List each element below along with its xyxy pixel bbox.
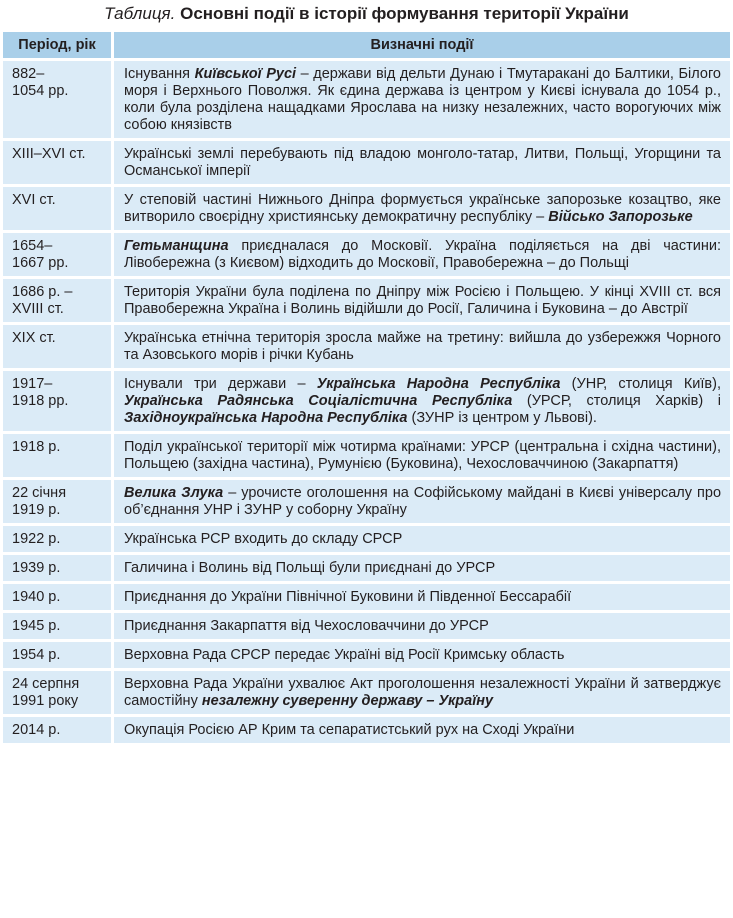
period-cell: [3, 434, 114, 477]
event-cell: [114, 141, 730, 184]
table-row: [3, 671, 730, 714]
period-cell: [3, 325, 114, 368]
table-header-row: [3, 32, 730, 58]
event-text: Окупація Росією АР Крим та сепаратистський рух на Сході України: [124, 722, 575, 738]
period-line: 2014 р.: [12, 722, 61, 738]
table-row: [3, 233, 730, 276]
period-cell: [3, 717, 114, 743]
period-line: 882–: [12, 66, 45, 82]
period-cell: [3, 613, 114, 639]
period-cell: [3, 642, 114, 668]
period-cell: [3, 526, 114, 552]
period-cell: [3, 584, 114, 610]
event-cell: [114, 480, 730, 523]
event-text: У степовій частині Нижнього Дніпра формується українське запорозьке козацтво, яке витворило своєрідну християнську демократичну республіку –: [124, 192, 721, 225]
table-row: [3, 371, 730, 431]
event-cell: [114, 434, 730, 477]
event-text: Приєднання до України Північної Буковини й Південної Бессарабії: [124, 589, 572, 605]
event-cell: [114, 642, 730, 668]
event-text: – держави від дельти Дунаю і Тмутаракані до Балтики, Білого моря і Верхнього Поволжя. Як єдина держава із центром у Києві існувала до 1054 р., коли була розділена нащадками Ярослава на низку незалежних, часто ворогуючих між собою князівств: [124, 66, 721, 133]
table-row: [3, 642, 730, 668]
event-cell: [114, 279, 730, 322]
event-cell: [114, 371, 730, 431]
period-line: XVI ст.: [12, 192, 56, 208]
event-highlight: Велика Злука: [124, 485, 224, 501]
period-line: 1917–: [12, 376, 53, 392]
event-cell: [114, 187, 730, 230]
table-row: [3, 584, 730, 610]
event-text: (ЗУНР із центром у Львові).: [407, 410, 597, 426]
column-header-events: Визначні події: [114, 32, 730, 58]
event-text: Поділ української території між чотирма країнами: УРСР (центральна і східна частини), Польщею (західна частина), Румунією (Буковина), Чехословаччиною (Закарпаття): [124, 439, 721, 472]
table-row: [3, 279, 730, 322]
event-cell: [114, 233, 730, 276]
period-cell: [3, 555, 114, 581]
table-row: [3, 526, 730, 552]
history-table: [3, 29, 730, 746]
period-line: 1919 р.: [12, 502, 61, 518]
event-highlight: незалежну суверенну державу – Україну: [201, 693, 494, 709]
table-row: [3, 187, 730, 230]
event-cell: [114, 613, 730, 639]
period-cell: [3, 141, 114, 184]
event-highlight: Українська Радянська Соціалістична Республіка: [124, 393, 513, 409]
period-line: XVIII ст.: [12, 301, 64, 317]
period-line: 1940 р.: [12, 589, 61, 605]
event-text: (УНР, столиця Київ),: [560, 376, 721, 392]
table-row: [3, 434, 730, 477]
event-text: Українська етнічна територія зросла майже на третину: вийшла до узбережжя Чорного та Азовського морів і річки Кубань: [124, 330, 721, 363]
table-row: [3, 480, 730, 523]
table-row: [3, 141, 730, 184]
event-cell: [114, 61, 730, 138]
event-text: Існували три держави –: [124, 376, 317, 392]
column-header-period: Період, рік: [3, 32, 114, 58]
event-cell: [114, 526, 730, 552]
caption-lead: Таблиця.: [104, 4, 176, 23]
period-line: 1922 р.: [12, 531, 61, 547]
table-row: [3, 613, 730, 639]
event-text: Територія України була поділена по Дніпру між Росією і Польщею. У кінці XVIII ст. вся Правобережна Україна і Волинь відійшли до Росії, Галичина і Буковина – до Австрії: [124, 284, 721, 317]
event-cell: [114, 717, 730, 743]
period-line: XIX ст.: [12, 330, 56, 346]
table-caption: [0, 4, 733, 32]
period-cell: [3, 233, 114, 276]
event-highlight: Київської Русі: [194, 66, 297, 82]
period-line: 1654–: [12, 238, 53, 254]
event-text: приєдналася до Московії. Україна поділяється на дві частини: Лівобережна (з Києвом) відходить до Московії, Правобережна – до Польщі: [124, 238, 721, 271]
table-row: [3, 325, 730, 368]
period-line: 1667 рр.: [12, 255, 69, 271]
event-text: Верховна Рада України ухвалює Акт проголошення незалежності України й затверджує самостійну: [124, 676, 721, 709]
period-line: 1991 року: [12, 693, 79, 709]
event-text: Українські землі перебувають під владою монголо-татар, Литви, Польщі, Угорщини та Османської імперії: [124, 146, 721, 179]
event-highlight: Українська Народна Республіка: [316, 376, 561, 392]
period-cell: [3, 279, 114, 322]
period-line: 1945 р.: [12, 618, 61, 634]
event-cell: [114, 555, 730, 581]
event-cell: [114, 584, 730, 610]
period-line: 22 січня: [12, 485, 67, 501]
event-highlight: Гетьманщина: [124, 238, 229, 254]
period-line: 1954 р.: [12, 647, 61, 663]
period-cell: [3, 671, 114, 714]
period-cell: [3, 371, 114, 431]
period-line: 1918 р.: [12, 439, 61, 455]
period-cell: [3, 480, 114, 523]
event-text: Верховна Рада СРСР передає Україні від Росії Кримську область: [124, 647, 565, 663]
event-cell: [114, 325, 730, 368]
event-text: Існування: [124, 66, 195, 82]
period-line: 24 серпня: [12, 676, 80, 692]
period-line: XIII–XVI ст.: [12, 146, 86, 162]
period-cell: [3, 61, 114, 138]
period-cell: [3, 187, 114, 230]
caption-title: Основні події в історії формування території України: [180, 4, 629, 23]
event-text: Приєднання Закарпаття від Чехословаччини до УРСР: [124, 618, 489, 634]
period-line: 1939 р.: [12, 560, 61, 576]
table-row: [3, 555, 730, 581]
event-text: Галичина і Волинь від Польщі були приєднані до УРСР: [124, 560, 496, 576]
event-highlight: Військо Запорозьке: [548, 209, 693, 225]
table-body: [3, 61, 730, 743]
period-line: 1918 рр.: [12, 393, 69, 409]
period-line: 1686 р. –: [12, 284, 73, 300]
event-text: – урочисте оголошення на Софійському майдані в Києві універсалу про об’єднання УНР і ЗУНР у соборну Україну: [124, 485, 722, 518]
event-text: (УРСР, столиця Харків) і: [512, 393, 721, 409]
event-text: Українська РСР входить до складу СРСР: [124, 531, 403, 547]
event-cell: [114, 671, 730, 714]
table-row: [3, 717, 730, 743]
period-line: 1054 рр.: [12, 83, 69, 99]
table-row: [3, 61, 730, 138]
event-highlight: Західноукраїнська Народна Республіка: [124, 410, 408, 426]
